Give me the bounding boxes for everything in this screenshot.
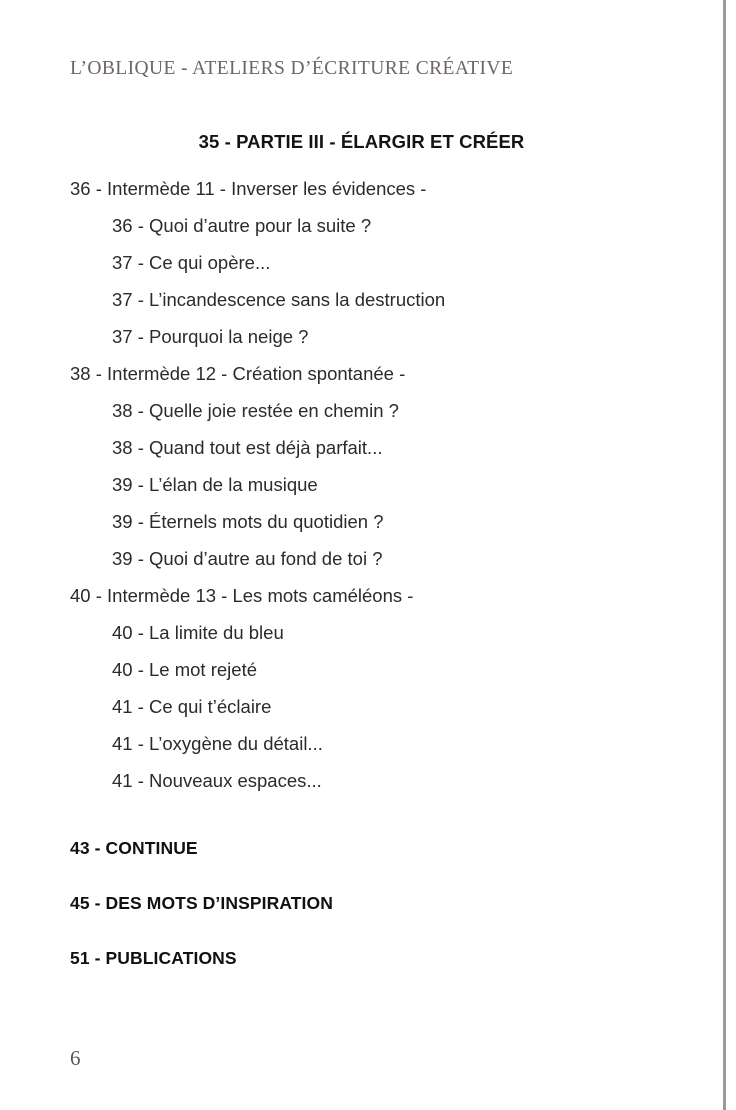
toc-entry-subsection[interactable]: 41 - Ce qui t’éclaire	[112, 696, 272, 717]
toc-entry-chapter[interactable]: 38 - Intermède 12 - Création spontanée -	[70, 363, 406, 384]
toc-entry-subsection[interactable]: 39 - L’élan de la musique	[112, 474, 318, 495]
section-entry[interactable]: 43 - CONTINUE	[70, 838, 198, 858]
toc-entry-subsection[interactable]: 39 - Éternels mots du quotidien ?	[112, 511, 384, 532]
toc-entry-subsection[interactable]: 37 - Pourquoi la neige ?	[112, 326, 309, 347]
part-title: 35 - PARTIE III - ÉLARGIR ET CRÉER	[198, 131, 525, 152]
toc-entry-subsection[interactable]: 41 - Nouveaux espaces...	[112, 770, 322, 791]
toc-entry-subsection[interactable]: 40 - La limite du bleu	[112, 622, 284, 643]
toc-entry-subsection[interactable]: 38 - Quand tout est déjà parfait...	[112, 437, 383, 458]
standalone-sections	[70, 837, 670, 1002]
toc-entry-subsection[interactable]: 40 - Le mot rejeté	[112, 659, 257, 680]
running-header: L’OBLIQUE - ATELIERS D’ÉCRITURE CRÉATIVE	[70, 58, 514, 79]
toc-entry-chapter[interactable]: 40 - Intermède 13 - Les mots caméléons -	[70, 585, 414, 606]
toc-entry-subsection[interactable]: 39 - Quoi d’autre au fond de toi ?	[112, 548, 383, 569]
toc-entry-subsection[interactable]: 37 - Ce qui opère...	[112, 252, 271, 273]
toc-entry-subsection[interactable]: 41 - L’oxygène du détail...	[112, 733, 323, 754]
toc-entry-chapter[interactable]: 36 - Intermède 11 - Inverser les évidences -	[70, 178, 427, 199]
toc-entry-subsection[interactable]: 36 - Quoi d’autre pour la suite ?	[112, 215, 372, 236]
toc-entry-subsection[interactable]: 37 - L’incandescence sans la destruction	[112, 289, 446, 310]
section-entry[interactable]: 45 - DES MOTS D’INSPIRATION	[70, 893, 333, 913]
page-edge-gutter	[726, 0, 736, 1110]
page-number: 6	[70, 1046, 81, 1070]
section-entry[interactable]: 51 - PUBLICATIONS	[70, 948, 237, 968]
toc-entry-subsection[interactable]: 38 - Quelle joie restée en chemin ?	[112, 400, 399, 421]
table-of-contents	[70, 170, 670, 799]
